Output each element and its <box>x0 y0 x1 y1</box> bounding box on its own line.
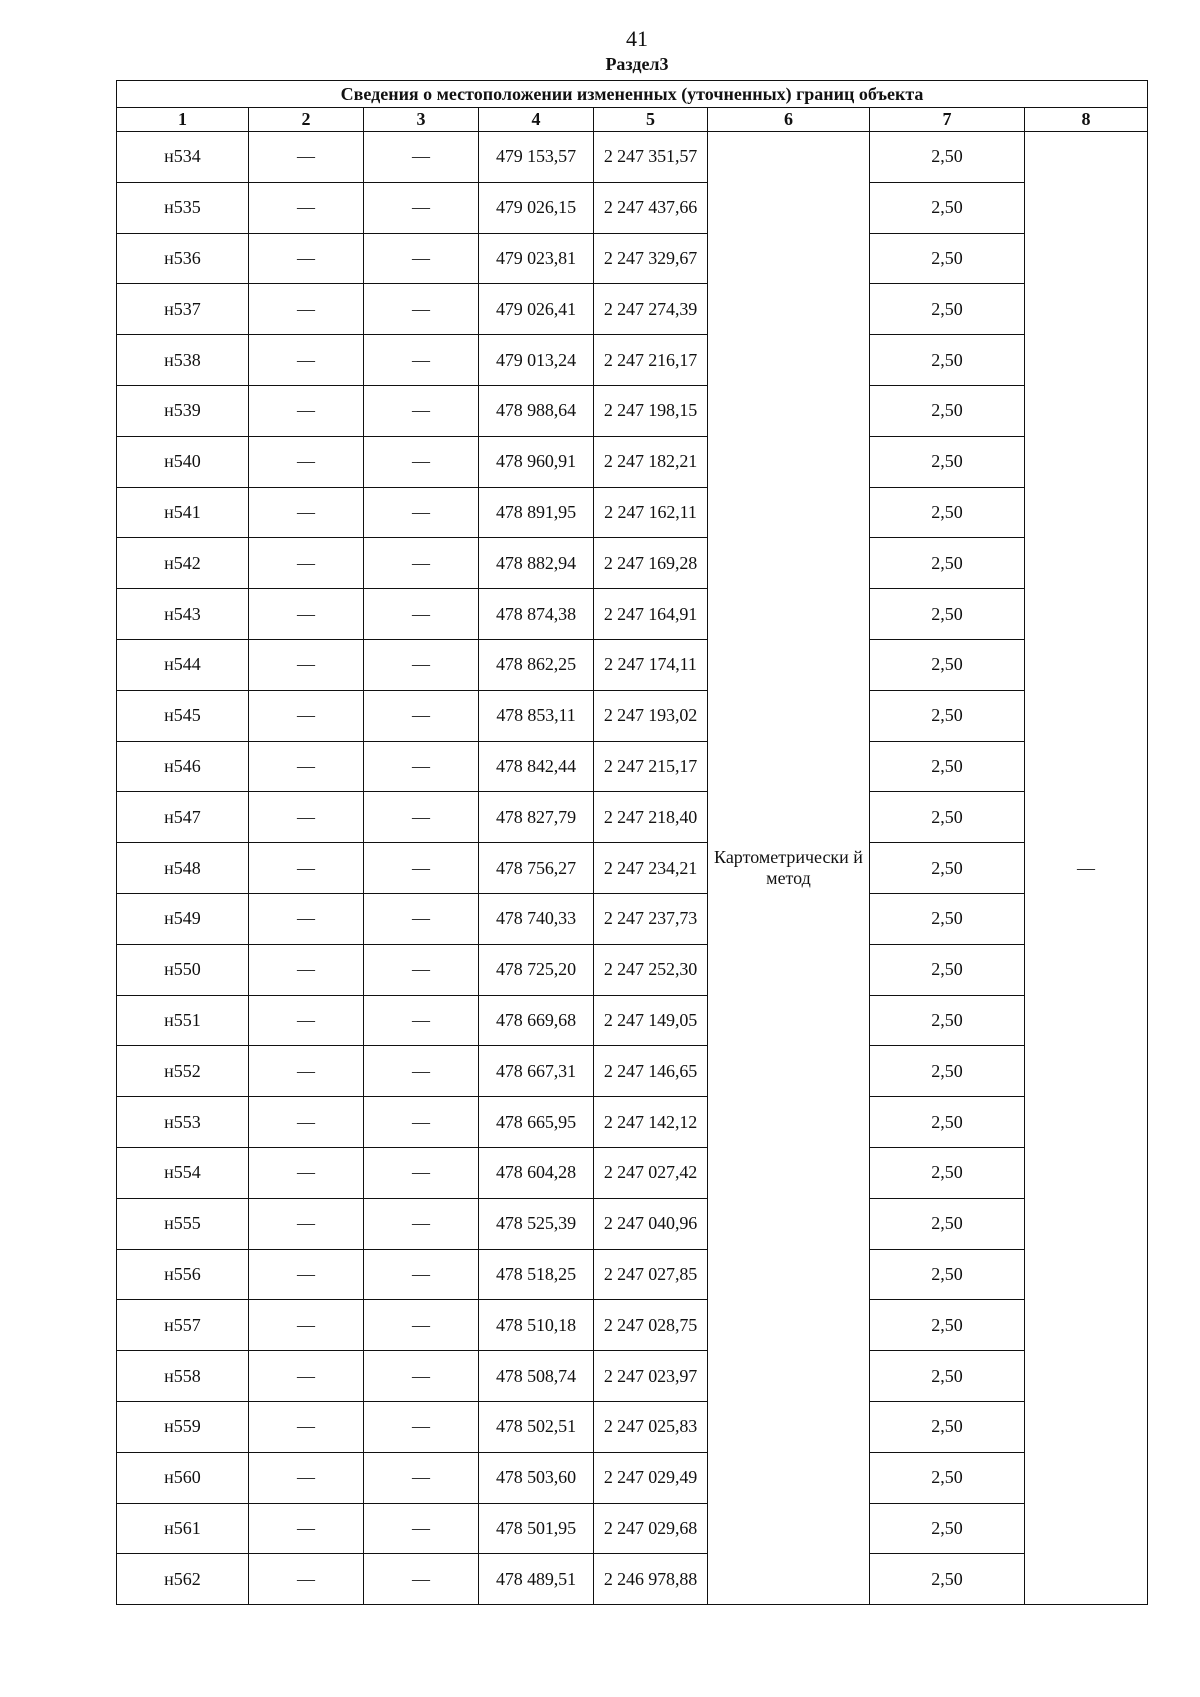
column-2-cell: — <box>249 1554 364 1605</box>
point-number-cell: н538 <box>117 335 249 386</box>
column-2-cell: — <box>249 589 364 640</box>
column-number-5: 5 <box>594 108 708 132</box>
table-row <box>117 1097 1148 1148</box>
column-3-cell: — <box>364 1554 479 1605</box>
x-coordinate-cell: 478 882,94 <box>479 538 594 589</box>
point-number-cell: н553 <box>117 1097 249 1148</box>
column-3-cell: — <box>364 538 479 589</box>
x-coordinate-cell: 478 604,28 <box>479 1147 594 1198</box>
point-number-cell: н551 <box>117 995 249 1046</box>
x-coordinate-cell: 478 489,51 <box>479 1554 594 1605</box>
table-row <box>117 944 1148 995</box>
x-coordinate-cell: 478 874,38 <box>479 589 594 640</box>
column-3-cell: — <box>364 436 479 487</box>
column-3-cell: — <box>364 792 479 843</box>
table-row <box>117 1452 1148 1503</box>
column-number-1: 1 <box>117 108 249 132</box>
point-number-cell: н562 <box>117 1554 249 1605</box>
x-coordinate-cell: 478 740,33 <box>479 893 594 944</box>
point-number-cell: н558 <box>117 1351 249 1402</box>
accuracy-cell: 2,50 <box>870 538 1025 589</box>
column-3-cell: — <box>364 1046 479 1097</box>
x-coordinate-cell: 478 988,64 <box>479 385 594 436</box>
accuracy-cell: 2,50 <box>870 1097 1025 1148</box>
point-number-cell: н543 <box>117 589 249 640</box>
column-2-cell: — <box>249 1046 364 1097</box>
y-coordinate-cell: 2 247 149,05 <box>594 995 708 1046</box>
x-coordinate-cell: 479 013,24 <box>479 335 594 386</box>
x-coordinate-cell: 478 510,18 <box>479 1300 594 1351</box>
accuracy-cell: 2,50 <box>870 233 1025 284</box>
table-row <box>117 487 1148 538</box>
accuracy-cell: 2,50 <box>870 589 1025 640</box>
y-coordinate-cell: 2 247 252,30 <box>594 944 708 995</box>
point-number-cell: н549 <box>117 893 249 944</box>
table-row <box>117 132 1148 183</box>
column-3-cell: — <box>364 385 479 436</box>
page-number: 41 <box>626 26 648 51</box>
x-coordinate-cell: 478 503,60 <box>479 1452 594 1503</box>
column-3-cell: — <box>364 690 479 741</box>
accuracy-cell: 2,50 <box>870 639 1025 690</box>
column-2-cell: — <box>249 1147 364 1198</box>
column-3-cell: — <box>364 1351 479 1402</box>
column-2-cell: — <box>249 690 364 741</box>
table-row <box>117 1249 1148 1300</box>
accuracy-cell: 2,50 <box>870 741 1025 792</box>
column-3-cell: — <box>364 741 479 792</box>
x-coordinate-cell: 478 502,51 <box>479 1401 594 1452</box>
accuracy-cell: 2,50 <box>870 487 1025 538</box>
point-number-cell: н556 <box>117 1249 249 1300</box>
column-2-cell: — <box>249 436 364 487</box>
point-number-cell: н559 <box>117 1401 249 1452</box>
y-coordinate-cell: 2 247 234,21 <box>594 843 708 894</box>
accuracy-cell: 2,50 <box>870 284 1025 335</box>
column-3-cell: — <box>364 944 479 995</box>
column-3-cell: — <box>364 233 479 284</box>
boundary-coordinates-table <box>116 80 1148 1605</box>
x-coordinate-cell: 478 667,31 <box>479 1046 594 1097</box>
accuracy-cell: 2,50 <box>870 182 1025 233</box>
column-2-cell: — <box>249 538 364 589</box>
point-number-cell: н535 <box>117 182 249 233</box>
point-number-cell: н550 <box>117 944 249 995</box>
y-coordinate-cell: 2 247 218,40 <box>594 792 708 843</box>
column-3-cell: — <box>364 1249 479 1300</box>
y-coordinate-cell: 2 247 025,83 <box>594 1401 708 1452</box>
accuracy-cell: 2,50 <box>870 995 1025 1046</box>
x-coordinate-cell: 478 501,95 <box>479 1503 594 1554</box>
y-coordinate-cell: 2 247 351,57 <box>594 132 708 183</box>
x-coordinate-cell: 478 853,11 <box>479 690 594 741</box>
accuracy-cell: 2,50 <box>870 944 1025 995</box>
table-row <box>117 284 1148 335</box>
column-2-cell: — <box>249 741 364 792</box>
y-coordinate-cell: 2 247 027,42 <box>594 1147 708 1198</box>
column-2-cell: — <box>249 233 364 284</box>
x-coordinate-cell: 479 026,41 <box>479 284 594 335</box>
table-row <box>117 1300 1148 1351</box>
accuracy-cell: 2,50 <box>870 1249 1025 1300</box>
accuracy-cell: 2,50 <box>870 132 1025 183</box>
column-3-cell: — <box>364 589 479 640</box>
table-row <box>117 1503 1148 1554</box>
point-number-cell: н540 <box>117 436 249 487</box>
y-coordinate-cell: 2 247 028,75 <box>594 1300 708 1351</box>
column-number-7: 7 <box>870 108 1025 132</box>
x-coordinate-cell: 478 960,91 <box>479 436 594 487</box>
column-3-cell: — <box>364 843 479 894</box>
y-coordinate-cell: 2 247 169,28 <box>594 538 708 589</box>
column-2-cell: — <box>249 1401 364 1452</box>
point-number-cell: н534 <box>117 132 249 183</box>
column-2-cell: — <box>249 385 364 436</box>
accuracy-cell: 2,50 <box>870 385 1025 436</box>
point-number-cell: н542 <box>117 538 249 589</box>
accuracy-cell: 2,50 <box>870 1351 1025 1402</box>
x-coordinate-cell: 479 153,57 <box>479 132 594 183</box>
y-coordinate-cell: 2 246 978,88 <box>594 1554 708 1605</box>
table-row <box>117 233 1148 284</box>
point-number-cell: н541 <box>117 487 249 538</box>
table-row <box>117 690 1148 741</box>
table-caption: Сведения о местоположении измененных (уточненных) границ объекта <box>117 81 1148 108</box>
column-2-cell: — <box>249 132 364 183</box>
x-coordinate-cell: 478 891,95 <box>479 487 594 538</box>
table-row <box>117 538 1148 589</box>
accuracy-cell: 2,50 <box>870 792 1025 843</box>
point-number-cell: н548 <box>117 843 249 894</box>
table-row <box>117 843 1148 894</box>
y-coordinate-cell: 2 247 174,11 <box>594 639 708 690</box>
y-coordinate-cell: 2 247 329,67 <box>594 233 708 284</box>
column-number-2: 2 <box>249 108 364 132</box>
x-coordinate-cell: 478 525,39 <box>479 1198 594 1249</box>
column-number-3: 3 <box>364 108 479 132</box>
accuracy-cell: 2,50 <box>870 1300 1025 1351</box>
table-row <box>117 589 1148 640</box>
point-number-cell: н546 <box>117 741 249 792</box>
column-3-cell: — <box>364 284 479 335</box>
point-number-cell: н547 <box>117 792 249 843</box>
column-numbers-row <box>117 108 1148 132</box>
column-2-cell: — <box>249 639 364 690</box>
column-2-cell: — <box>249 284 364 335</box>
column-8-cell: — <box>1025 132 1148 1605</box>
column-3-cell: — <box>364 1147 479 1198</box>
accuracy-cell: 2,50 <box>870 690 1025 741</box>
table-row <box>117 1147 1148 1198</box>
accuracy-cell: 2,50 <box>870 843 1025 894</box>
x-coordinate-cell: 478 827,79 <box>479 792 594 843</box>
x-coordinate-cell: 478 725,20 <box>479 944 594 995</box>
accuracy-cell: 2,50 <box>870 1503 1025 1554</box>
accuracy-cell: 2,50 <box>870 893 1025 944</box>
column-2-cell: — <box>249 995 364 1046</box>
column-3-cell: — <box>364 132 479 183</box>
table-row <box>117 1554 1148 1605</box>
accuracy-cell: 2,50 <box>870 1401 1025 1452</box>
column-number-4: 4 <box>479 108 594 132</box>
column-2-cell: — <box>249 944 364 995</box>
x-coordinate-cell: 478 508,74 <box>479 1351 594 1402</box>
table-row <box>117 1401 1148 1452</box>
column-number-6: 6 <box>708 108 870 132</box>
method-cell: Картометрически й метод <box>708 132 870 1605</box>
table-row <box>117 1046 1148 1097</box>
column-3-cell: — <box>364 1300 479 1351</box>
point-number-cell: н555 <box>117 1198 249 1249</box>
table-row <box>117 335 1148 386</box>
column-3-cell: — <box>364 335 479 386</box>
column-2-cell: — <box>249 1351 364 1402</box>
table-row <box>117 436 1148 487</box>
point-number-cell: н537 <box>117 284 249 335</box>
column-3-cell: — <box>364 1198 479 1249</box>
y-coordinate-cell: 2 247 142,12 <box>594 1097 708 1148</box>
column-2-cell: — <box>249 1452 364 1503</box>
table-row <box>117 792 1148 843</box>
column-3-cell: — <box>364 1503 479 1554</box>
x-coordinate-cell: 479 026,15 <box>479 182 594 233</box>
table-row <box>117 182 1148 233</box>
table-body <box>117 132 1148 1605</box>
y-coordinate-cell: 2 247 023,97 <box>594 1351 708 1402</box>
column-3-cell: — <box>364 995 479 1046</box>
column-2-cell: — <box>249 1249 364 1300</box>
column-2-cell: — <box>249 1300 364 1351</box>
table-caption-row <box>117 81 1148 108</box>
column-2-cell: — <box>249 335 364 386</box>
column-2-cell: — <box>249 893 364 944</box>
table-row <box>117 1351 1148 1402</box>
y-coordinate-cell: 2 247 029,68 <box>594 1503 708 1554</box>
accuracy-cell: 2,50 <box>870 436 1025 487</box>
point-number-cell: н560 <box>117 1452 249 1503</box>
y-coordinate-cell: 2 247 237,73 <box>594 893 708 944</box>
point-number-cell: н539 <box>117 385 249 436</box>
y-coordinate-cell: 2 247 215,17 <box>594 741 708 792</box>
column-3-cell: — <box>364 1452 479 1503</box>
accuracy-cell: 2,50 <box>870 1554 1025 1605</box>
table-row <box>117 1198 1148 1249</box>
point-number-cell: н561 <box>117 1503 249 1554</box>
column-3-cell: — <box>364 1401 479 1452</box>
x-coordinate-cell: 478 842,44 <box>479 741 594 792</box>
column-3-cell: — <box>364 1097 479 1148</box>
point-number-cell: н545 <box>117 690 249 741</box>
point-number-cell: н552 <box>117 1046 249 1097</box>
y-coordinate-cell: 2 247 216,17 <box>594 335 708 386</box>
y-coordinate-cell: 2 247 182,21 <box>594 436 708 487</box>
column-3-cell: — <box>364 182 479 233</box>
table-row <box>117 385 1148 436</box>
y-coordinate-cell: 2 247 193,02 <box>594 690 708 741</box>
accuracy-cell: 2,50 <box>870 1147 1025 1198</box>
accuracy-cell: 2,50 <box>870 1046 1025 1097</box>
column-3-cell: — <box>364 893 479 944</box>
accuracy-cell: 2,50 <box>870 335 1025 386</box>
y-coordinate-cell: 2 247 164,91 <box>594 589 708 640</box>
point-number-cell: н557 <box>117 1300 249 1351</box>
column-3-cell: — <box>364 639 479 690</box>
section-title: Раздел3 <box>605 54 669 74</box>
y-coordinate-cell: 2 247 029,49 <box>594 1452 708 1503</box>
y-coordinate-cell: 2 247 274,39 <box>594 284 708 335</box>
column-2-cell: — <box>249 182 364 233</box>
y-coordinate-cell: 2 247 198,15 <box>594 385 708 436</box>
y-coordinate-cell: 2 247 027,85 <box>594 1249 708 1300</box>
accuracy-cell: 2,50 <box>870 1452 1025 1503</box>
point-number-cell: н554 <box>117 1147 249 1198</box>
y-coordinate-cell: 2 247 146,65 <box>594 1046 708 1097</box>
table-row <box>117 893 1148 944</box>
x-coordinate-cell: 478 756,27 <box>479 843 594 894</box>
x-coordinate-cell: 479 023,81 <box>479 233 594 284</box>
point-number-cell: н536 <box>117 233 249 284</box>
column-2-cell: — <box>249 487 364 538</box>
column-2-cell: — <box>249 1503 364 1554</box>
table-row <box>117 741 1148 792</box>
y-coordinate-cell: 2 247 040,96 <box>594 1198 708 1249</box>
column-2-cell: — <box>249 843 364 894</box>
table-row <box>117 639 1148 690</box>
column-2-cell: — <box>249 1198 364 1249</box>
column-number-8: 8 <box>1025 108 1148 132</box>
accuracy-cell: 2,50 <box>870 1198 1025 1249</box>
y-coordinate-cell: 2 247 162,11 <box>594 487 708 538</box>
column-3-cell: — <box>364 487 479 538</box>
x-coordinate-cell: 478 518,25 <box>479 1249 594 1300</box>
x-coordinate-cell: 478 862,25 <box>479 639 594 690</box>
x-coordinate-cell: 478 665,95 <box>479 1097 594 1148</box>
x-coordinate-cell: 478 669,68 <box>479 995 594 1046</box>
point-number-cell: н544 <box>117 639 249 690</box>
y-coordinate-cell: 2 247 437,66 <box>594 182 708 233</box>
column-2-cell: — <box>249 1097 364 1148</box>
column-2-cell: — <box>249 792 364 843</box>
table-row <box>117 995 1148 1046</box>
